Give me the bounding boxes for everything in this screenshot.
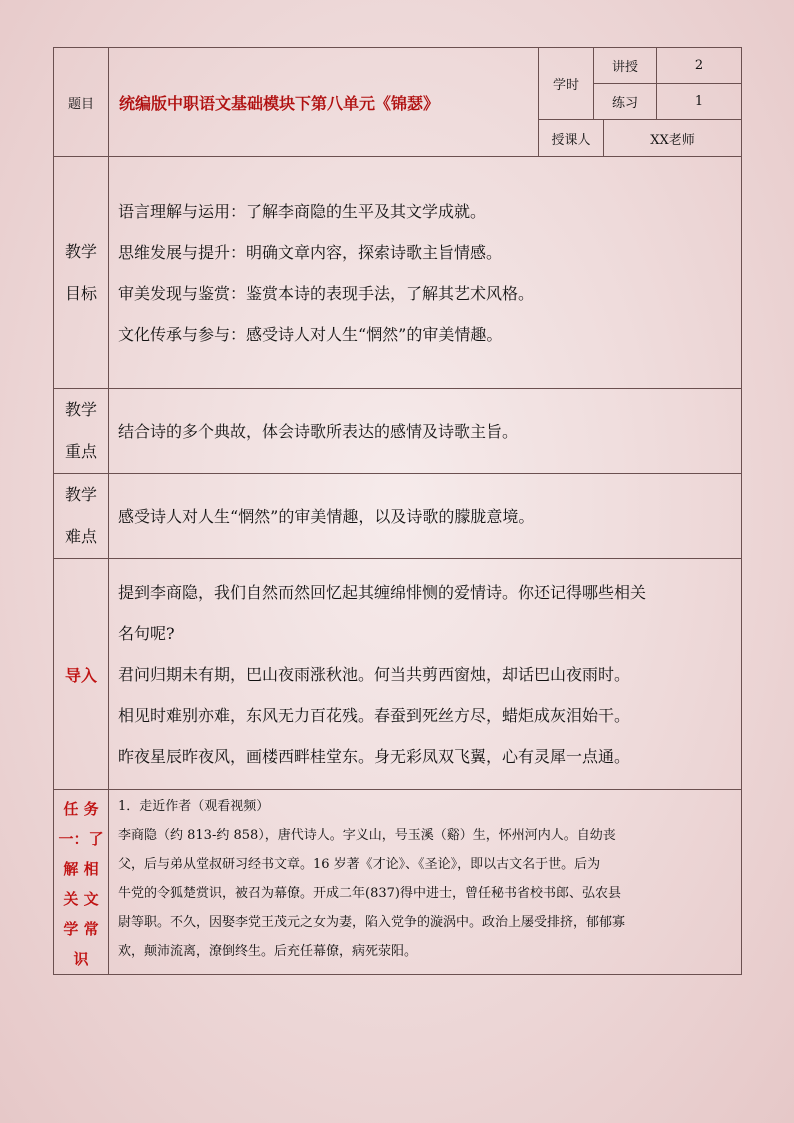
objectives-content	[109, 157, 742, 389]
key-points-label-line1: 教学	[64, 400, 97, 419]
teacher-label: 授课人	[539, 120, 604, 157]
objectives-label-line1: 教学	[64, 241, 97, 261]
task1-heading: 1．走近作者（观看视频）	[118, 799, 270, 814]
task1-row	[54, 790, 742, 975]
lecture-hours: 2	[657, 48, 742, 84]
teacher-name: XX老师	[604, 120, 742, 157]
difficulties-label-line2: 难点	[64, 527, 97, 546]
header-row-1	[54, 48, 742, 84]
task1-line: 牛党的令狐楚赏识，被召为幕僚。开成二年(837)得中进士，曾任秘书省校书郎、弘农县	[118, 886, 621, 901]
key-points-label	[54, 389, 109, 474]
objectives-row	[54, 157, 742, 389]
difficulties-label-line1: 教学	[64, 485, 97, 504]
difficulties-row	[54, 474, 742, 559]
intro-line: 昨夜星辰昨夜风，画楼西畔桂堂东。身无彩凤双飞翼，心有灵犀一点通。	[118, 746, 631, 766]
task1-line: 尉等职。不久，因娶李党王茂元之女为妻，陷入党争的漩涡中。政治上屡受排挤，郁郁寡	[118, 915, 626, 930]
key-points-row	[54, 389, 742, 474]
lesson-plan-table	[53, 47, 742, 975]
objective-item: 审美发现与鉴赏：鉴赏本诗的表现手法，了解其艺术风格。	[118, 283, 535, 303]
title-label: 题目	[54, 48, 109, 157]
objective-item: 语言理解与运用：了解李商隐的生平及其文学成就。	[118, 201, 487, 221]
task1-label-line: 解 相	[63, 860, 99, 878]
lesson-title: 统编版中职语文基础模块下第八单元《锦瑟》	[109, 48, 539, 157]
intro-line: 君问归期未有期，巴山夜雨涨秋池。何当共剪西窗烛，却话巴山夜雨时。	[118, 664, 631, 684]
task1-label-line: 关 文	[63, 890, 99, 908]
task1-label-line: 学 常	[63, 920, 99, 938]
intro-line: 名句呢?	[118, 623, 175, 643]
intro-label: 导入	[54, 559, 109, 790]
practice-label: 练习	[594, 84, 657, 120]
intro-content	[109, 559, 742, 790]
key-points-label-line2: 重点	[64, 442, 97, 461]
intro-line: 提到李商隐，我们自然而然回忆起其缠绵悱恻的爱情诗。你还记得哪些相关	[118, 582, 647, 602]
task1-content	[109, 790, 742, 975]
task1-label-line: 任 务	[63, 800, 99, 818]
task1-label	[54, 790, 109, 975]
lecture-label: 讲授	[594, 48, 657, 84]
task1-line: 欢，颠沛流离，潦倒终生。后充任幕僚，病死荥阳。	[118, 944, 418, 959]
task1-label-line: 识	[73, 950, 89, 968]
objective-item: 文化传承与参与：感受诗人对人生“惘然”的审美情趣。	[118, 324, 503, 344]
difficulties-label	[54, 474, 109, 559]
intro-line: 相见时难别亦难，东风无力百花残。春蚕到死丝方尽，蜡炬成灰泪始干。	[118, 705, 631, 725]
task1-line: 李商隐（约 813-约 858），唐代诗人。字义山，号玉溪（谿）生，怀州河内人。自幼丧	[118, 828, 616, 843]
practice-hours: 1	[657, 84, 742, 120]
intro-row	[54, 559, 742, 790]
objective-item: 思维发展与提升：明确文章内容，探索诗歌主旨情感。	[118, 242, 503, 262]
hours-label: 学时	[539, 48, 594, 120]
task1-label-line: 一：了	[58, 830, 104, 848]
key-points-text: 结合诗的多个典故，体会诗歌所表达的感情及诗歌主旨。	[109, 389, 742, 474]
objectives-label	[54, 157, 109, 389]
objectives-label-line2: 目标	[64, 283, 97, 303]
difficulties-text: 感受诗人对人生“惘然”的审美情趣，以及诗歌的朦胧意境。	[109, 474, 742, 559]
task1-line: 父，后与弟从堂叔研习经书文章。16 岁著《才论》、《圣论》，即以古文名于世。后为	[118, 857, 601, 872]
